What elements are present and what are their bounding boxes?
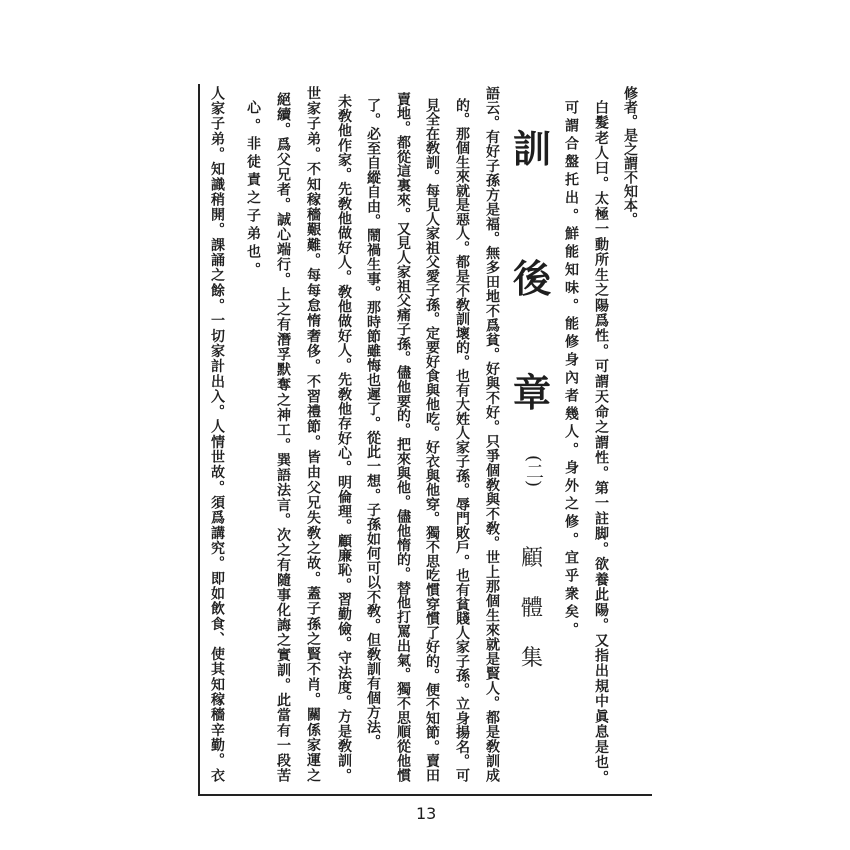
text-column-9: 未敎他作家。先敎他做好人。敎他做好人。先敎他存好心。明倫理。顧廉恥。習勤儉。守法度。方是敎訓。	[336, 94, 352, 782]
text-column-4: 語云。有好子孫方是福。無多田地不爲貧。好與不好。只爭個敎與不敎。世上那個生來就是賢人。都是敎訓成	[484, 86, 500, 782]
text-column-13: 人家子弟。知識稍開。課誦之餘。一切家計出入。人情世故。須爲講究。即如飲食、使其知稼穡辛勤。衣	[209, 86, 225, 782]
title-number: (二)	[523, 455, 544, 488]
text-column-5: 的。那個生來就是惡人。都是不敎訓壞的。也有大姓人家子孫。辱門敗戶。也有貧賤人家子孫。立身揚名。可	[454, 98, 470, 782]
title-char-2: 後	[512, 256, 551, 301]
title-char-1: 訓	[512, 126, 551, 171]
text-column-2: 白髮老人曰。太極一動所生之陽爲性。可謂天命之謂性。第一註脚。欲養此陽。又指出規中眞息是也。	[593, 100, 609, 784]
text-column-7: 賣地。都從這裏來。又見人家祖父痛子孫。儘他要的。把來與他。儘他惰的。替他打罵出氣。獨不思順從他慣	[395, 92, 411, 782]
author-char-2: 體	[520, 596, 543, 621]
title-char-3: 章	[512, 370, 551, 415]
text-column-8: 了。必至自縱自由。鬧禍生事。那時節雖悔也遲了。從此一想。子孫如何可以不敎。但敎訓有個方法。	[365, 98, 381, 748]
page-number: 13	[416, 804, 437, 823]
text-column-1: 修者。是之謂不知本。	[622, 86, 638, 226]
text-column-6: 見全在敎訓。每見人家祖父愛子孫。定要好食與他吃。好衣與他穿。獨不思吃慣穿慣了好的。便不知節。賣田	[424, 98, 440, 782]
author-char-1: 顧	[520, 546, 543, 571]
frame-bottom-border	[198, 794, 652, 796]
text-column-11: 絕續。爲父兄者。誠心端行。上之有潛孚默奪之神工。巽語法言。次之有隨事化誨之實訓。此當有一段苦	[275, 92, 291, 782]
frame-left-border	[198, 84, 200, 796]
author-char-3: 集	[520, 646, 543, 671]
text-column-3: 可謂合盤托出。鮮能知味。能修身內者幾人。身外之修。宜乎衆矣。	[563, 100, 579, 640]
text-column-10: 世家子弟。不知稼穡艱難。每每怠惰奢侈。不習禮節。皆由父兄失敎之故。蓋子孫之賢不肖。關係家運之	[305, 86, 321, 782]
text-column-12: 心。非徒責之子弟也。	[245, 100, 261, 280]
